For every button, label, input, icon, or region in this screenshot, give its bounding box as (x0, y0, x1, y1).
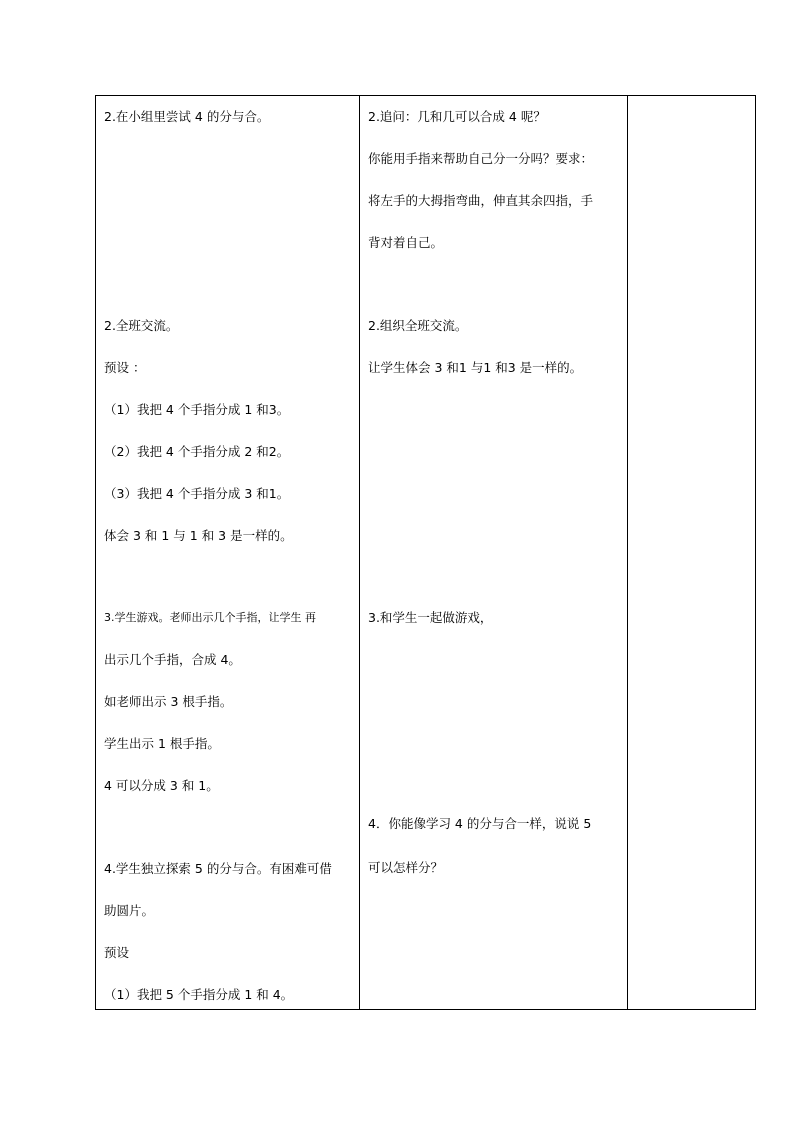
lesson-plan-table (95, 95, 756, 1010)
mid-line-6: 让学生体会 3 和1 与1 和3 是一样的。 (368, 360, 583, 375)
notes-column (628, 96, 755, 1009)
student-activity-column (96, 96, 360, 1009)
mid-line-7: 3.和学生一起做游戏， (368, 610, 493, 625)
mid-line-2: 你能用手指来帮助自己分一分吗？要求： (368, 151, 594, 166)
left-line-16: （1）我把 5 个手指分成 1 和 4。 (104, 987, 294, 1002)
left-line-6: （3）我把 4 个手指分成 3 和1。 (104, 486, 290, 501)
left-line-1: 2.在小组里尝试 4 的分与合。 (104, 109, 270, 124)
left-line-3: 预设 ： (104, 360, 146, 375)
mid-line-1: 2.追问：几和几可以合成 4 呢？ (368, 109, 546, 124)
mid-line-4: 背对着自己。 (368, 235, 444, 250)
mid-line-5: 2.组织全班交流。 (368, 318, 468, 333)
mid-line-8: 4．你能像学习 4 的分与合一样，说说 5 (368, 816, 592, 831)
left-line-2: 2.全班交流。 (104, 318, 179, 333)
left-line-8: 3.学生游戏。老师出示几个手指，让学生 再 (104, 611, 316, 624)
mid-line-9: 可以怎样分？ (368, 860, 444, 875)
left-line-4: （1）我把 4 个手指分成 1 和3。 (104, 402, 290, 417)
teacher-activity-column (360, 96, 628, 1009)
left-line-14: 助圆片。 (104, 903, 155, 918)
left-line-10: 如老师出示 3 根手指。 (104, 694, 233, 709)
left-line-7: 体会 3 和 1 与 1 和 3 是一样的。 (104, 528, 293, 543)
left-line-5: （2）我把 4 个手指分成 2 和2。 (104, 444, 290, 459)
left-line-9: 出示几个手指，合成 4。 (104, 652, 241, 667)
mid-line-3: 将左手的大拇指弯曲，伸直其余四指，手 (368, 193, 594, 208)
left-line-13: 4.学生独立探索 5 的分与合。有困难可借 (104, 861, 332, 876)
left-line-11: 学生出示 1 根手指。 (104, 736, 220, 751)
left-line-15: 预设 (104, 945, 130, 960)
left-line-12: 4 可以分成 3 和 1。 (104, 778, 219, 793)
